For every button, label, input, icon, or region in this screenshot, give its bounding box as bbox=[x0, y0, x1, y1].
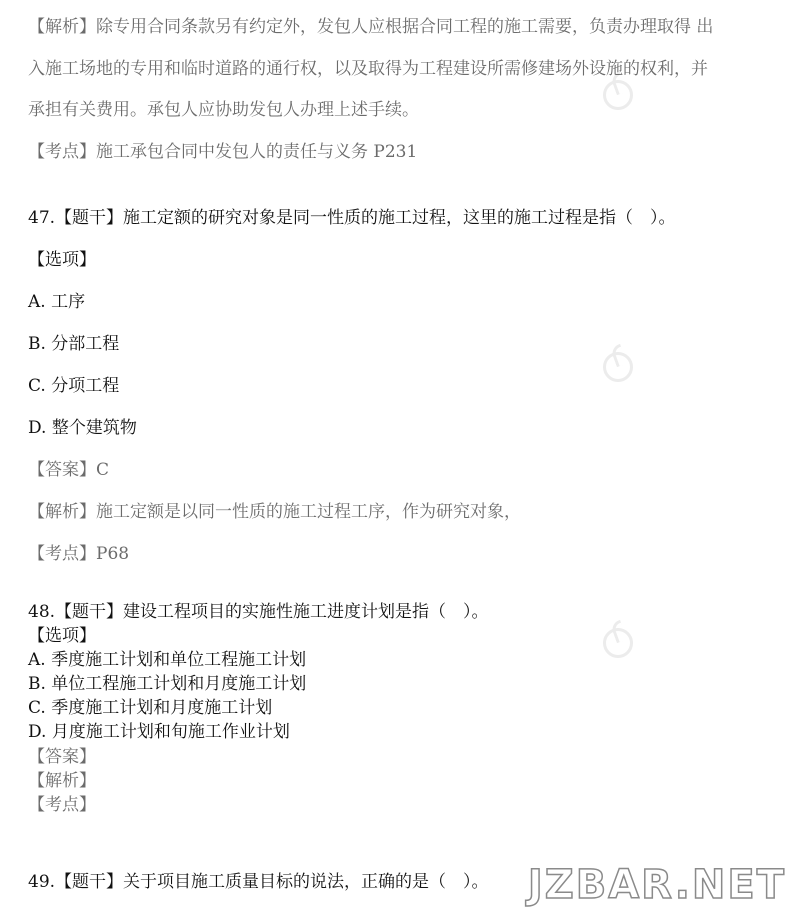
analysis-text: 【解析】 bbox=[28, 771, 96, 791]
options-label: 【选项】 bbox=[28, 250, 96, 270]
option-b: B. 分部工程 bbox=[28, 334, 120, 354]
brand-watermark: JZBAR.NET bbox=[527, 862, 786, 908]
kaodian-text: 【考点】施工承包合同中发包人的责任与义务 P231 bbox=[28, 142, 418, 162]
watermark-logo-icon bbox=[603, 80, 633, 110]
watermark-logo-icon bbox=[603, 628, 633, 658]
watermark-logo-icon bbox=[603, 352, 633, 382]
option-d: D. 月度施工计划和旬施工作业计划 bbox=[28, 722, 290, 742]
answer-text: 【答案】C bbox=[28, 460, 110, 480]
options-label: 【选项】 bbox=[28, 626, 96, 646]
kaodian-text: 【考点】P68 bbox=[28, 544, 130, 564]
question-stem: 48.【题干】建设工程项目的实施性施工进度计划是指（ ）。 bbox=[28, 602, 489, 622]
option-a: A. 工序 bbox=[28, 292, 86, 312]
analysis-text: 承担有关费用。承包人应协助发包人办理上述手续。 bbox=[28, 100, 419, 120]
option-c: C. 季度施工计划和月度施工计划 bbox=[28, 698, 273, 718]
answer-text: 【答案】 bbox=[28, 747, 96, 767]
option-d: D. 整个建筑物 bbox=[28, 418, 137, 438]
option-c: C. 分项工程 bbox=[28, 376, 120, 396]
option-b: B. 单位工程施工计划和月度施工计划 bbox=[28, 674, 307, 694]
question-stem: 47.【题干】施工定额的研究对象是同一性质的施工过程，这里的施工过程是指（ ）。 bbox=[28, 208, 676, 228]
analysis-text: 【解析】除专用合同条款另有约定外，发包人应根据合同工程的施工需要，负责办理取得 出 bbox=[28, 17, 714, 37]
analysis-text: 【解析】施工定额是以同一性质的施工过程工序，作为研究对象， bbox=[28, 502, 521, 522]
analysis-text: 入施工场地的专用和临时道路的通行权，以及取得为工程建设所需修建场外设施的权利，并 bbox=[28, 59, 708, 79]
kaodian-text: 【考点】 bbox=[28, 795, 96, 815]
option-a: A. 季度施工计划和单位工程施工计划 bbox=[28, 650, 307, 670]
question-stem: 49.【题干】关于项目施工质量目标的说法，正确的是（ ）。 bbox=[28, 872, 489, 892]
